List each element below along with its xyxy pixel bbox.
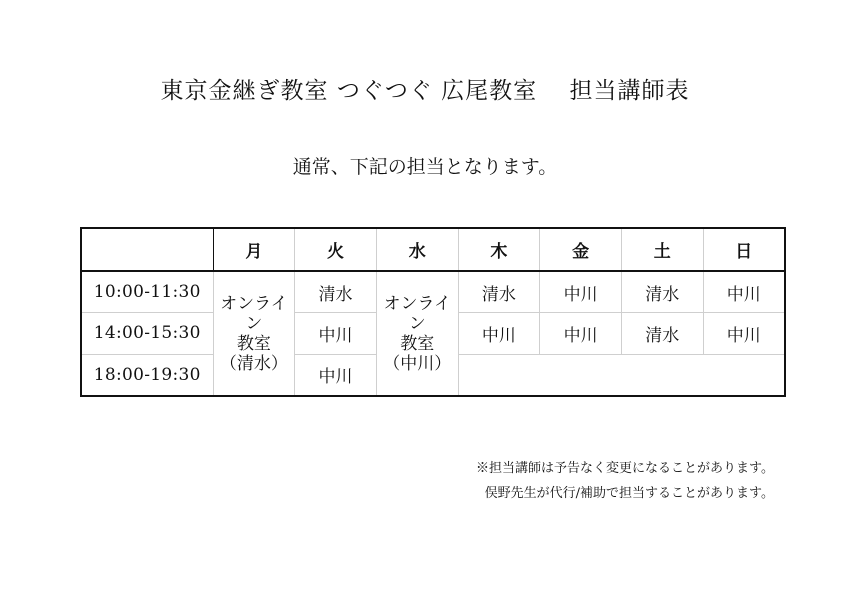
online-instructor: （清水）	[219, 353, 288, 374]
notes	[476, 456, 774, 506]
time-slot: 18:00-19:30	[81, 354, 213, 396]
day-header-sun: 日	[703, 228, 785, 271]
day-header-wed: 水	[376, 228, 458, 271]
day-header-fri: 金	[540, 228, 622, 271]
empty-cell	[458, 354, 785, 396]
page-subtitle: 通常、下記の担当となります。	[292, 156, 558, 178]
cell-sat: 清水	[621, 271, 703, 313]
note-line: 俣野先生が代行/補助で担当することがあります。	[484, 486, 774, 501]
cell-thu: 清水	[481, 284, 516, 305]
instructor-schedule-table	[80, 227, 786, 397]
cell-thu: 中川	[458, 313, 540, 354]
day-header-sat: 土	[621, 228, 703, 271]
cell-tue: 清水	[318, 284, 353, 305]
note-line: ※担当講師は予告なく変更になることがあります。	[476, 461, 774, 476]
table-row	[81, 271, 785, 313]
online-label: オンライン	[383, 293, 451, 334]
header-corner	[81, 228, 213, 271]
time-slot: 14:00-15:30	[81, 313, 213, 354]
cell-sat: 清水	[621, 313, 703, 354]
online-class-wed	[376, 271, 458, 396]
cell-sun: 中川	[703, 313, 785, 354]
cell-fri: 中川	[540, 313, 622, 354]
header-row	[81, 228, 785, 271]
day-header-thu: 木	[458, 228, 540, 271]
online-instructor: （中川）	[383, 353, 452, 374]
online-room: 教室	[400, 333, 435, 354]
day-header-tue: 火	[295, 228, 377, 271]
online-label: オンライン	[220, 293, 288, 334]
cell-fri: 中川	[540, 271, 622, 313]
cell-tue: 中川	[295, 354, 377, 396]
online-class-mon	[213, 271, 295, 396]
cell-sun: 中川	[703, 271, 785, 313]
page-title: 東京金継ぎ教室 つぐつぐ 広尾教室 担当講師表	[160, 78, 690, 104]
time-slot: 10:00-11:30	[93, 282, 201, 303]
cell-tue: 中川	[295, 313, 377, 354]
day-header-mon: 月	[213, 228, 295, 271]
online-room: 教室	[236, 333, 271, 354]
